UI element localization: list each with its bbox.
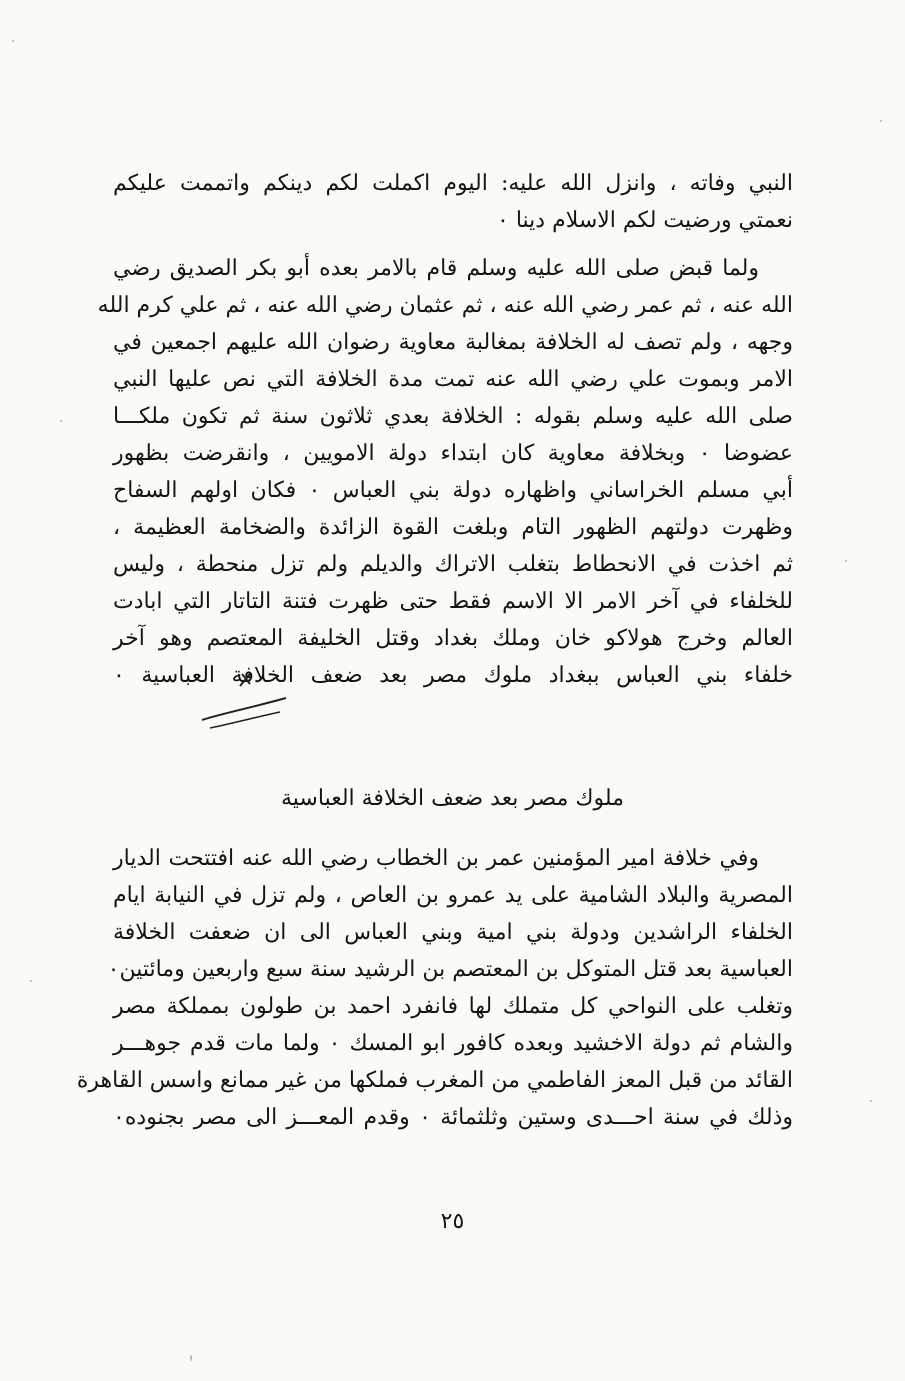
text-line: الله عنه ، ثم عمر رضي الله عنه ، ثم عثمان رضي الله عنه ، ثم علي كرم الله bbox=[97, 293, 793, 318]
paper-speck bbox=[60, 420, 62, 422]
page-number: ٢٥ bbox=[440, 1209, 465, 1234]
text-line: وظهرت دولتهم الظهور التام وبلغت القوة الزائدة والضخامة العظيمة ، bbox=[113, 515, 793, 540]
text-line: للخلفاء في آخر الامر الا الاسم فقط حتى ظهرت فتنة التاتار التي ابادت bbox=[113, 589, 793, 614]
section-heading: ملوك مصر بعد ضعف الخلافة العباسية bbox=[281, 786, 624, 811]
paper-speck bbox=[190, 1355, 192, 1361]
text-line: صلى الله عليه وسلم بقوله : الخلافة بعدي ثلاثون سنة ثم تكون ملكـــا bbox=[113, 404, 793, 429]
text-line: وتغلب على النواحي كل متملك لها فانفرد احمد بن طولون بمملكة مصر bbox=[113, 994, 793, 1019]
text-line: أبي مسلم الخراساني واظهاره دولة بني العباس ٠ فكان اولهم السفاح bbox=[113, 478, 794, 503]
handwritten-pen-mark bbox=[190, 668, 290, 738]
text-line: العالم وخرج هولاكو خان وملك بغداد وقتل الخليفة المعتصم وهو آخر bbox=[113, 626, 793, 651]
paper-speck bbox=[845, 560, 847, 562]
paper-speck bbox=[880, 120, 882, 122]
text-line: نعمتي ورضيت لكم الاسلام دينا ٠ bbox=[497, 208, 793, 233]
text-line: ثم اخذت في الانحطاط بتغلب الاتراك والديلم ولم تزل منحطة ، وليس bbox=[113, 552, 793, 577]
text-line: المصرية والبلاد الشامية على يد عمرو بن العاص ، ولم تزل في النيابة ايام bbox=[113, 883, 793, 908]
paragraph-3 bbox=[76, 840, 793, 1136]
text-line: وجهه ، ولم تصف له الخلافة بمغالبة معاوية رضوان الله عليهم اجمعين في bbox=[113, 330, 793, 355]
text-line: وفي خلافة امير المؤمنين عمر بن الخطاب رضي الله عنه افتتحت الديار bbox=[113, 846, 759, 871]
paragraph-2 bbox=[97, 250, 794, 694]
text-line: الخلفاء الراشدين ودولة بني امية وبني العباس الى ان ضعفت الخلافة bbox=[113, 920, 793, 945]
text-line: النبي وفاته ، وانزل الله عليه: اليوم اكملت لكم دينكم واتممت عليكم bbox=[113, 171, 793, 196]
text-line: والشام ثم دولة الاخشيد وبعده كافور ابو المسك ٠ ولما مات قدم جوهـــر bbox=[113, 1031, 793, 1056]
text-line: عضوضا ٠ وبخلافة معاوية كان ابتداء دولة الامويين ، وانقرضت بظهور bbox=[113, 441, 793, 466]
text-line: القائد من قبل المعز الفاطمي من المغرب فملكها من غير ممانع واسس القاهرة bbox=[76, 1068, 793, 1093]
paper-speck bbox=[30, 980, 32, 982]
paper-speck bbox=[12, 40, 14, 42]
paper-speck bbox=[870, 1100, 872, 1102]
text-line: وذلك في سنة احـــدى وستين وثلثمائة ٠ وقدم المعـــز الى مصر بجنوده٠ bbox=[113, 1105, 793, 1130]
text-line: العباسية بعد قتل المتوكل بن المعتصم بن الرشيد سنة سبع واربعين ومائتين٠ bbox=[107, 957, 793, 982]
text-line: الامر وبموت علي رضي الله عنه تمت مدة الخلافة التي نص عليها النبي bbox=[113, 367, 793, 392]
paragraph-1 bbox=[113, 165, 793, 239]
text-line: ولما قبض صلى الله عليه وسلم قام بالامر بعده أبو بكر الصديق رضي bbox=[113, 256, 759, 281]
text-line: خلفاء بني العباس ببغداد ملوك مصر بعد ضعف الخلافة العباسية ٠ bbox=[113, 663, 793, 688]
